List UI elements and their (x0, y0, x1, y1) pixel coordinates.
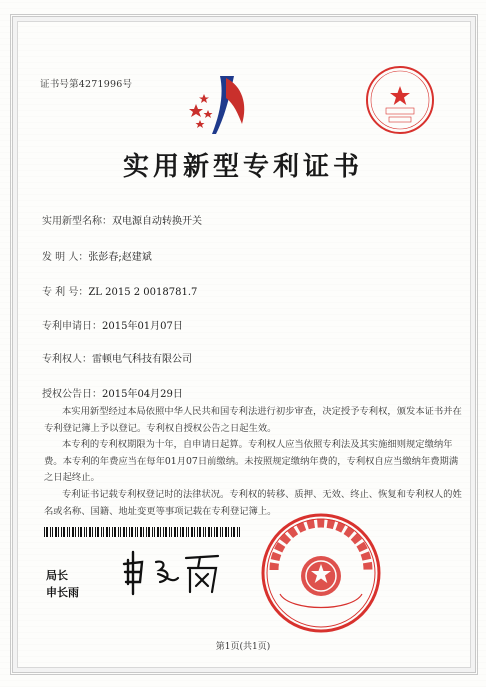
patent-number-value: ZL 2015 2 0018781.7 (88, 287, 198, 298)
official-seal (260, 512, 382, 634)
agency-stamp (364, 64, 436, 136)
filing-date-label: 专利申请日： (42, 321, 102, 332)
page-footer: 第1页(共1页) (215, 642, 271, 652)
name-label: 实用新型名称： (42, 216, 112, 227)
field-patentee (42, 350, 192, 365)
patentee-value: 雷顿电气科技有限公司 (92, 354, 192, 365)
barcode (44, 527, 244, 537)
sipo-emblem-icon (186, 74, 256, 136)
name-value: 双电源自动转换开关 (112, 216, 202, 227)
announcement-date-value: 2015年04月29日 (102, 389, 183, 400)
inventor-value: 张彭春;赵建斌 (88, 252, 152, 263)
announcement-date-label: 授权公告日： (42, 389, 102, 400)
director-name: 申长雨 (46, 586, 79, 599)
field-patent-number (42, 283, 197, 298)
body-paragraph-1: 本实用新型经过本局依照中华人民共和国专利法进行初步审查，决定授予专利权，颁发本证书并在专利登记簿上予以登记。专利权自授权公告之日起生效。 (44, 406, 462, 434)
field-utility-model-name (42, 212, 202, 227)
filing-date-value: 2015年01月07日 (102, 321, 183, 332)
field-inventor (42, 248, 152, 263)
body-paragraph-2: 本专利的专利权期限为十年，自申请日起算。专利权人应当依照专利法及其实施细则规定缴纳年费。本专利的年费应当在每年01月07日前缴纳。未按照规定缴纳年费的，专利权自应当缴纳年费期满之日起终止。 (44, 439, 459, 483)
inventor-label: 发 明 人： (42, 252, 89, 263)
certificate-number: 证书号第4271996号 (40, 79, 133, 90)
field-announcement-date (42, 385, 183, 400)
patentee-label: 专利权人： (42, 354, 92, 365)
patent-number-label: 专 利 号： (42, 287, 89, 298)
field-filing-date (42, 317, 183, 332)
body-paragraph-3: 专利证书记载专利权登记时的法律状况。专利权的转移、质押、无效、终止、恢复和专利权人的姓名或名称、国籍、地址变更等事项记载在专利登记簿上。 (44, 489, 462, 517)
director-title: 局长 (46, 569, 68, 582)
handwritten-signature (120, 548, 230, 598)
certificate-title: 实用新型专利证书 (122, 152, 363, 182)
